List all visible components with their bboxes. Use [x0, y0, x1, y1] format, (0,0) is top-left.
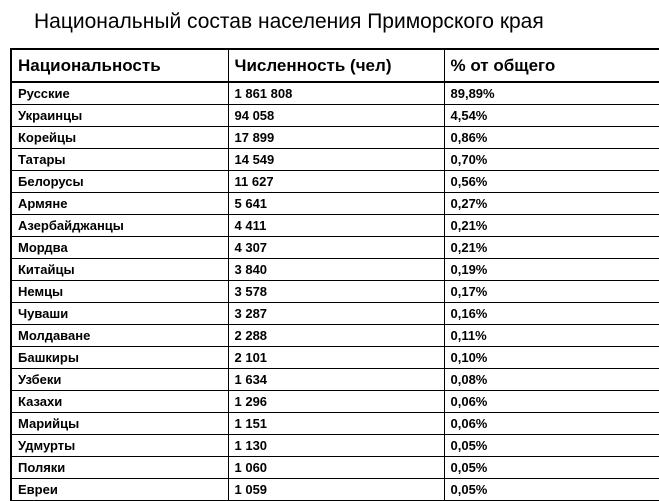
cell-population: 3 840 [228, 259, 444, 281]
cell-percent: 0,05% [444, 435, 659, 457]
cell-percent: 0,06% [444, 391, 659, 413]
table-row [11, 479, 659, 501]
cell-nationality: Русские [11, 82, 228, 105]
table-row [11, 391, 659, 413]
cell-percent: 0,08% [444, 369, 659, 391]
cell-nationality: Узбеки [11, 369, 228, 391]
cell-population: 3 287 [228, 303, 444, 325]
cell-percent: 0,70% [444, 149, 659, 171]
table-row [11, 237, 659, 259]
cell-population: 94 058 [228, 105, 444, 127]
table-header-row [11, 49, 659, 82]
cell-nationality: Китайцы [11, 259, 228, 281]
cell-percent: 0,05% [444, 479, 659, 501]
cell-percent: 0,06% [444, 413, 659, 435]
cell-population: 1 060 [228, 457, 444, 479]
cell-nationality: Поляки [11, 457, 228, 479]
cell-nationality: Казахи [11, 391, 228, 413]
cell-population: 1 059 [228, 479, 444, 501]
table-row [11, 193, 659, 215]
table-row [11, 105, 659, 127]
cell-percent: 0,05% [444, 457, 659, 479]
table-row [11, 171, 659, 193]
cell-percent: 0,86% [444, 127, 659, 149]
cell-percent: 0,56% [444, 171, 659, 193]
cell-population: 11 627 [228, 171, 444, 193]
header-nationality: Национальность [11, 49, 228, 82]
table-row [11, 347, 659, 369]
cell-nationality: Молдаване [11, 325, 228, 347]
header-population: Численность (чел) [228, 49, 444, 82]
cell-percent: 89,89% [444, 82, 659, 105]
cell-nationality: Украинцы [11, 105, 228, 127]
table-row [11, 127, 659, 149]
population-table [10, 48, 659, 501]
table-row [11, 435, 659, 457]
table-row [11, 149, 659, 171]
cell-percent: 4,54% [444, 105, 659, 127]
population-table-container [10, 48, 659, 501]
cell-percent: 0,10% [444, 347, 659, 369]
cell-nationality: Татары [11, 149, 228, 171]
cell-percent: 0,19% [444, 259, 659, 281]
table-row [11, 413, 659, 435]
cell-population: 1 151 [228, 413, 444, 435]
cell-population: 14 549 [228, 149, 444, 171]
cell-population: 3 578 [228, 281, 444, 303]
table-row [11, 259, 659, 281]
cell-nationality: Немцы [11, 281, 228, 303]
table-row [11, 82, 659, 105]
cell-nationality: Марийцы [11, 413, 228, 435]
cell-population: 1 861 808 [228, 82, 444, 105]
cell-population: 2 101 [228, 347, 444, 369]
cell-nationality: Армяне [11, 193, 228, 215]
cell-nationality: Корейцы [11, 127, 228, 149]
cell-percent: 0,16% [444, 303, 659, 325]
cell-population: 2 288 [228, 325, 444, 347]
cell-nationality: Чуваши [11, 303, 228, 325]
page-title: Национальный состав населения Приморского края [34, 10, 544, 33]
cell-population: 4 307 [228, 237, 444, 259]
cell-nationality: Удмурты [11, 435, 228, 457]
cell-percent: 0,17% [444, 281, 659, 303]
table-row [11, 281, 659, 303]
table-row [11, 325, 659, 347]
cell-nationality: Азербайджанцы [11, 215, 228, 237]
table-row [11, 457, 659, 479]
cell-percent: 0,21% [444, 215, 659, 237]
cell-nationality: Мордва [11, 237, 228, 259]
cell-percent: 0,27% [444, 193, 659, 215]
cell-nationality: Евреи [11, 479, 228, 501]
cell-population: 1 634 [228, 369, 444, 391]
cell-nationality: Белорусы [11, 171, 228, 193]
table-row [11, 215, 659, 237]
cell-population: 5 641 [228, 193, 444, 215]
table-row [11, 303, 659, 325]
cell-population: 1 296 [228, 391, 444, 413]
cell-nationality: Башкиры [11, 347, 228, 369]
cell-population: 4 411 [228, 215, 444, 237]
header-percent: % от общего [444, 49, 659, 82]
cell-percent: 0,11% [444, 325, 659, 347]
cell-population: 1 130 [228, 435, 444, 457]
cell-population: 17 899 [228, 127, 444, 149]
table-row [11, 369, 659, 391]
cell-percent: 0,21% [444, 237, 659, 259]
